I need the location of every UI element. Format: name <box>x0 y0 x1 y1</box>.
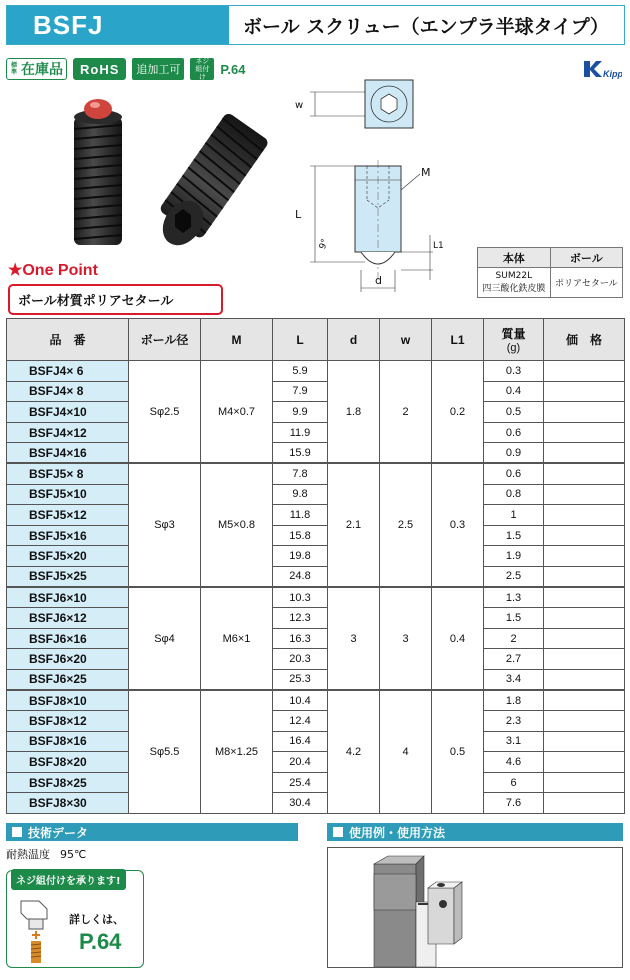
part-number-cell: BSFJ4×16 <box>7 443 129 464</box>
mass-cell: 6 <box>484 772 544 793</box>
length-cell: 11.9 <box>273 422 328 443</box>
brand-logo <box>582 58 622 80</box>
length-cell: 5.9 <box>273 361 328 382</box>
mass-cell: 3.1 <box>484 731 544 752</box>
price-cell <box>544 772 625 793</box>
price-cell <box>544 690 625 711</box>
price-cell <box>544 649 625 670</box>
thread-cell: M5×0.8 <box>201 463 273 587</box>
col-l1: L1 <box>432 319 484 361</box>
part-number-cell: BSFJ5×12 <box>7 505 129 526</box>
material-ball-cell: ポリアセタール <box>550 268 622 298</box>
length-cell: 9.8 <box>273 484 328 505</box>
l1-cell: 0.2 <box>432 361 484 464</box>
length-cell: 20.4 <box>273 752 328 773</box>
usage-example <box>327 847 623 968</box>
badges <box>6 58 245 80</box>
heat-resistance <box>6 846 86 862</box>
price-cell <box>544 402 625 423</box>
table-row <box>7 608 625 629</box>
l1-cell: 0.5 <box>432 690 484 814</box>
part-number-cell: BSFJ5×20 <box>7 546 129 567</box>
table-row <box>7 402 625 423</box>
mass-cell: 1.5 <box>484 608 544 629</box>
table-row <box>7 546 625 567</box>
angle-label: 9° <box>317 237 331 251</box>
table-row <box>7 361 625 382</box>
d-cell: 1.8 <box>328 361 380 464</box>
thread-cell: M4×0.7 <box>201 361 273 464</box>
table-row <box>7 422 625 443</box>
part-number-cell: BSFJ4×12 <box>7 422 129 443</box>
one-point-title: ★One Point <box>8 262 98 279</box>
usage-square-icon <box>333 827 343 837</box>
col-w: w <box>380 319 432 361</box>
table-row <box>7 711 625 732</box>
length-cell: 25.4 <box>273 772 328 793</box>
table-row <box>7 505 625 526</box>
material-body-header: 本体 <box>478 248 551 268</box>
table-row <box>7 772 625 793</box>
ball-diameter-cell: Sφ2.5 <box>129 361 201 464</box>
table-row <box>7 381 625 402</box>
tech-data-title: 技術データ <box>28 825 89 840</box>
length-cell: 11.8 <box>273 505 328 526</box>
length-cell: 16.4 <box>273 731 328 752</box>
mass-cell: 1.5 <box>484 525 544 546</box>
product-photo <box>60 95 290 255</box>
screw-assembly-text: 詳しくは、 <box>69 913 124 926</box>
length-cell: 15.9 <box>273 443 328 464</box>
mass-cell: 0.6 <box>484 422 544 443</box>
mass-cell: 0.3 <box>484 361 544 382</box>
price-cell <box>544 566 625 587</box>
heat-value: 95℃ <box>60 848 87 861</box>
tech-data-bar <box>6 823 298 841</box>
stock-badge <box>6 58 67 80</box>
length-cell: 19.8 <box>273 546 328 567</box>
length-cell: 15.8 <box>273 525 328 546</box>
table-row <box>7 587 625 608</box>
table-row <box>7 484 625 505</box>
table-row <box>7 752 625 773</box>
w-cell: 2.5 <box>380 463 432 587</box>
part-number-cell: BSFJ8×20 <box>7 752 129 773</box>
table-row <box>7 628 625 649</box>
table-row <box>7 731 625 752</box>
mass-cell: 1.8 <box>484 690 544 711</box>
header <box>6 5 625 45</box>
col-d: d <box>328 319 380 361</box>
d-label: d <box>375 274 382 287</box>
mass-cell: 7.6 <box>484 793 544 814</box>
mass-cell: 3.4 <box>484 669 544 690</box>
product-title: ボール スクリュー（エンプラ半球タイプ） <box>243 15 609 38</box>
mass-cell: 0.8 <box>484 484 544 505</box>
M-label: M <box>421 166 431 179</box>
part-number-cell: BSFJ6×10 <box>7 587 129 608</box>
col-mass <box>484 319 544 361</box>
mass-cell: 0.9 <box>484 443 544 464</box>
table-row <box>7 463 625 484</box>
part-number-cell: BSFJ8×30 <box>7 793 129 814</box>
mass-cell: 2.3 <box>484 711 544 732</box>
d-cell: 2.1 <box>328 463 380 587</box>
l1-cell: 0.4 <box>432 587 484 690</box>
length-cell: 30.4 <box>273 793 328 814</box>
material-ball-header: ボール <box>550 248 622 268</box>
part-number-cell: BSFJ6×25 <box>7 669 129 690</box>
price-cell <box>544 546 625 567</box>
part-number-cell: BSFJ8×10 <box>7 690 129 711</box>
usage-title: 使用例・使用方法 <box>349 825 446 840</box>
L1-label: L1 <box>433 241 444 251</box>
screw-assembly-badge: ネジ組付け <box>190 58 214 80</box>
thread-cell: M6×1 <box>201 587 273 690</box>
length-cell: 24.8 <box>273 566 328 587</box>
part-number-cell: BSFJ5×10 <box>7 484 129 505</box>
length-cell: 20.3 <box>273 649 328 670</box>
length-cell: 7.8 <box>273 463 328 484</box>
part-number-cell: BSFJ8×12 <box>7 711 129 732</box>
one-point-text: ボール材質ポリアセタール <box>8 284 223 315</box>
l1-cell: 0.3 <box>432 463 484 587</box>
usage-bar <box>327 823 623 841</box>
table-row <box>7 690 625 711</box>
technical-drawing <box>285 70 460 300</box>
stock-label: 在庫品 <box>21 62 63 78</box>
L-label: L <box>295 208 302 221</box>
length-cell: 10.3 <box>273 587 328 608</box>
mass-cell: 2.7 <box>484 649 544 670</box>
table-row <box>7 525 625 546</box>
part-number-cell: BSFJ4× 8 <box>7 381 129 402</box>
length-cell: 7.9 <box>273 381 328 402</box>
col-mass-label: 質量 <box>501 327 526 341</box>
col-price: 価 格 <box>544 319 625 361</box>
price-cell <box>544 361 625 382</box>
screw-assembly-tag: ネジ組付けを承ります! <box>11 869 126 890</box>
screw-assembly-box[interactable] <box>6 870 144 968</box>
part-number-cell: BSFJ8×16 <box>7 731 129 752</box>
part-number-cell: BSFJ5× 8 <box>7 463 129 484</box>
price-cell <box>544 381 625 402</box>
part-number-cell: BSFJ5×16 <box>7 525 129 546</box>
thread-cell: M8×1.25 <box>201 690 273 814</box>
ball-diameter-cell: Sφ4 <box>129 587 201 690</box>
col-ball: ボール径 <box>129 319 201 361</box>
mass-cell: 1.9 <box>484 546 544 567</box>
price-cell <box>544 525 625 546</box>
price-cell <box>544 711 625 732</box>
col-m: M <box>201 319 273 361</box>
screw-assembly-icon <box>19 895 65 965</box>
material-body-line2: 四三酸化鉄皮膜 <box>482 284 546 294</box>
col-part: 品 番 <box>7 319 129 361</box>
d-cell: 3 <box>328 587 380 690</box>
part-number-cell: BSFJ4× 6 <box>7 361 129 382</box>
extra-machining-badge <box>132 58 184 80</box>
spec-table <box>6 318 625 814</box>
screw-assembly-page[interactable]: P.64 <box>79 929 122 954</box>
mass-cell: 2.5 <box>484 566 544 587</box>
brand-text: Kipp <box>603 69 622 79</box>
one-point <box>8 260 223 315</box>
part-number-cell: BSFJ8×25 <box>7 772 129 793</box>
price-cell <box>544 669 625 690</box>
part-number-cell: BSFJ4×10 <box>7 402 129 423</box>
price-cell <box>544 752 625 773</box>
ball-diameter-cell: Sφ5.5 <box>129 690 201 814</box>
d-cell: 4.2 <box>328 690 380 814</box>
w-cell: 3 <box>380 587 432 690</box>
price-cell <box>544 505 625 526</box>
mass-cell: 4.6 <box>484 752 544 773</box>
price-cell <box>544 484 625 505</box>
length-cell: 10.4 <box>273 690 328 711</box>
w-cell: 2 <box>380 361 432 464</box>
table-row <box>7 566 625 587</box>
table-row <box>7 669 625 690</box>
price-cell <box>544 443 625 464</box>
col-mass-unit: (g) <box>506 342 521 354</box>
price-cell <box>544 608 625 629</box>
mass-cell: 1.3 <box>484 587 544 608</box>
extra-label: 追加工可 <box>136 63 181 76</box>
mass-cell: 0.4 <box>484 381 544 402</box>
price-cell <box>544 628 625 649</box>
mass-cell: 1 <box>484 505 544 526</box>
rohs-badge: RoHS <box>73 58 126 80</box>
table-row <box>7 649 625 670</box>
mass-cell: 2 <box>484 628 544 649</box>
price-cell <box>544 793 625 814</box>
heat-label: 耐熱温度 <box>6 848 50 861</box>
length-cell: 16.3 <box>273 628 328 649</box>
page-ref[interactable]: P.64 <box>220 61 246 77</box>
part-number-cell: BSFJ6×16 <box>7 628 129 649</box>
tech-data-square-icon <box>12 827 22 837</box>
length-cell: 12.4 <box>273 711 328 732</box>
ball-diameter-cell: Sφ3 <box>129 463 201 587</box>
material-body-cell <box>478 268 551 298</box>
w-label: w <box>295 100 304 111</box>
price-cell <box>544 463 625 484</box>
length-cell: 9.9 <box>273 402 328 423</box>
price-cell <box>544 731 625 752</box>
standard-label: 標準 <box>10 62 17 76</box>
product-code: BSFJ <box>7 6 229 44</box>
part-number-cell: BSFJ5×25 <box>7 566 129 587</box>
length-cell: 25.3 <box>273 669 328 690</box>
table-row <box>7 793 625 814</box>
price-cell <box>544 587 625 608</box>
part-number-cell: BSFJ6×20 <box>7 649 129 670</box>
part-number-cell: BSFJ6×12 <box>7 608 129 629</box>
price-cell <box>544 422 625 443</box>
material-table <box>477 247 623 298</box>
length-cell: 12.3 <box>273 608 328 629</box>
mass-cell: 0.5 <box>484 402 544 423</box>
mass-cell: 0.6 <box>484 463 544 484</box>
material-body-line1: SUM22L <box>495 271 533 281</box>
col-l: L <box>273 319 328 361</box>
w-cell: 4 <box>380 690 432 814</box>
table-row <box>7 443 625 464</box>
